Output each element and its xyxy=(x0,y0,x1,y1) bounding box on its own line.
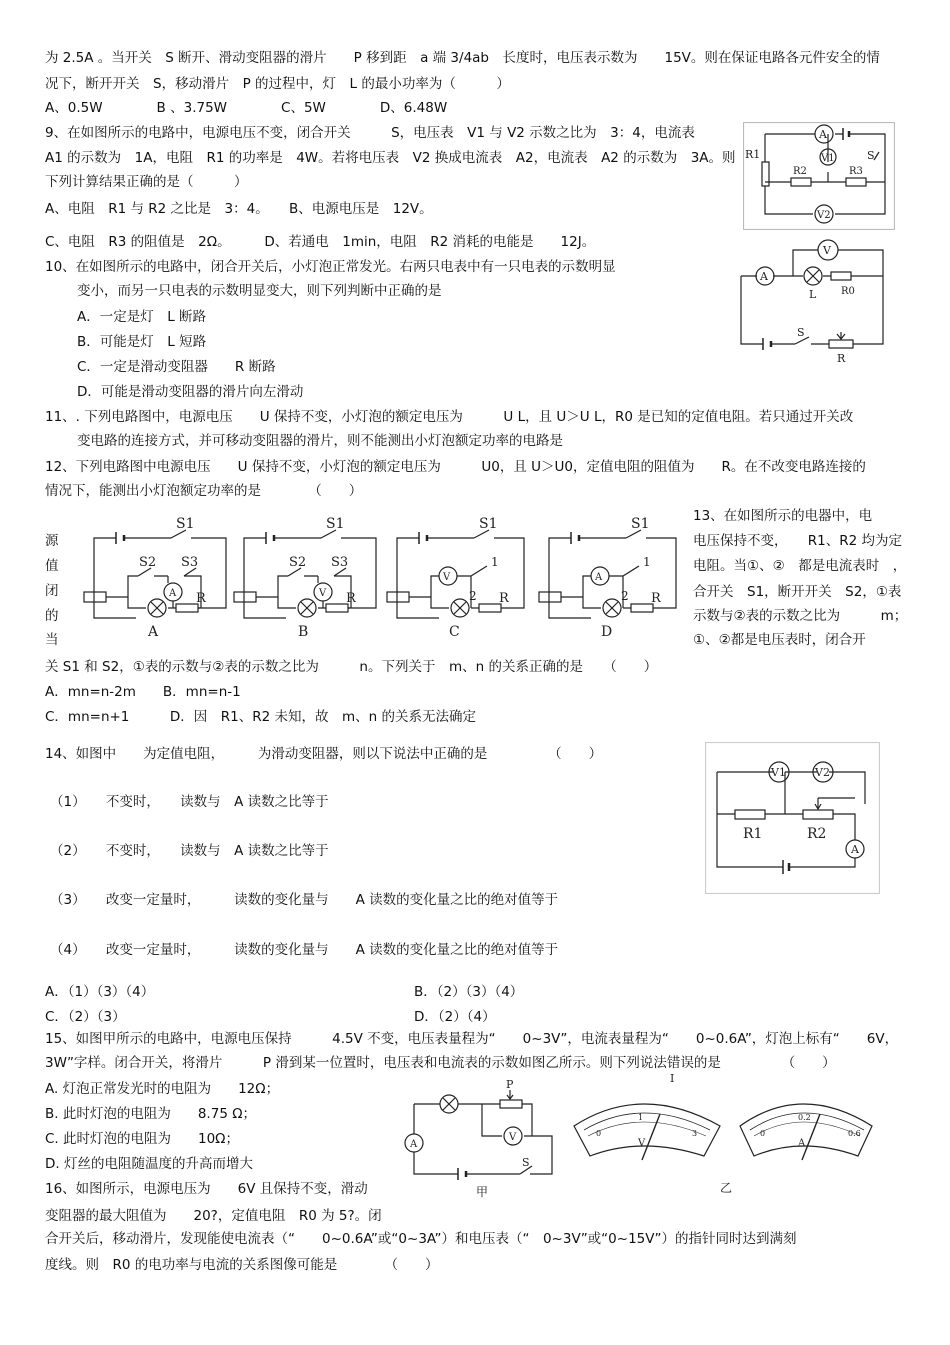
option-line: A．（1）（3）（4） xyxy=(45,984,155,1000)
question-9: 9、在如图所示的电路中，电源电压不变，闭合开关 S，电压表 V1 与 V2 示数之比为 3：4，电流表 xyxy=(45,125,695,141)
voltmeter-label: V1 xyxy=(771,766,786,779)
svg-text:R: R xyxy=(196,591,206,606)
svg-text:A: A xyxy=(169,588,177,599)
svg-text:S3: S3 xyxy=(181,555,199,570)
question-14: 14、如图中 为定值电阻， 为滑动变阻器，则以下说法中正确的是 （ ） xyxy=(45,746,603,762)
side-char: 的 xyxy=(45,608,59,624)
option-label: B xyxy=(298,624,309,640)
voltmeter-label: V2 xyxy=(815,766,830,779)
text-line: 关 S1 和 S2，①表的示数与②表的示数之比为 n。下列关于 m、n 的关系正确的是 （ ） xyxy=(45,659,658,675)
text-line: 合开关后，移动滑片，发现能使电流表（“ 0~0.6A”或“0~3A”）和电压表（“ 0~3V”或“0~15V”）的指针同时达到满刻 xyxy=(45,1231,797,1247)
svg-text:R: R xyxy=(651,591,661,606)
ammeter-label: A xyxy=(851,843,859,856)
option-line: A、电阻 R1 与 R2 之比是 3：4。 B、电源电压是 12V。 xyxy=(45,201,433,217)
svg-text:1: 1 xyxy=(643,555,651,569)
circuit-C xyxy=(387,516,524,640)
svg-text:1: 1 xyxy=(491,555,499,569)
svg-text:S3: S3 xyxy=(331,555,349,570)
circuit-A xyxy=(84,516,226,640)
question-11: 11、. 下列电路图中，电源电压 U 保持不变，小灯泡的额定电压为 U L，且 U＞U L，R0 是已知的定值电阻。若只通过开关改 xyxy=(45,409,854,425)
svg-text:S1: S1 xyxy=(326,516,345,532)
statement-line: （4） 改变一定量时， 读数的变化量与 A 读数的变化量之比的绝对值等于 xyxy=(50,942,559,958)
text-line: 为 2.5A 。当开关 S 断开、滑动变阻器的滑片 P 移到距 a 端 3/4ab 长度时，电压表示数为 15V。则在保证电路各元件安全的情 xyxy=(45,50,880,66)
option-line: C、电阻 R3 的阻值是 2Ω。 D、若通电 1min，电阻 R2 消耗的电能是 12J。 xyxy=(45,234,596,250)
option-line: D．可能是滑动变阻器的滑片向左滑动 xyxy=(77,384,304,400)
figure-label: 甲 xyxy=(476,1185,489,1199)
voltmeter-label: V1 xyxy=(821,153,835,164)
svg-text:R: R xyxy=(346,591,356,606)
option-label: D xyxy=(601,624,613,640)
svg-text:S2: S2 xyxy=(289,555,307,570)
statement-line: （1） 不变时， 读数与 A 读数之比等于 xyxy=(50,794,329,810)
rheostat-label: R xyxy=(837,352,846,365)
question-15: 15、如图甲所示的电路中，电源电压保持 4.5V 不变，电压表量程为“ 0~3V”，电流表量程为“ 0~0.6A”，灯泡上标有“ 6V， xyxy=(45,1031,899,1047)
ammeter-label: A xyxy=(410,1139,418,1150)
option-line: A. 灯泡正常发光时的电阻为 12Ω； xyxy=(45,1081,280,1097)
text-line: 变电路的连接方式，并可移动变阻器的滑片，则不能测出小灯泡额定功率的电路是 xyxy=(77,433,563,449)
option-line: B. 此时灯泡的电阻为 8.75 Ω； xyxy=(45,1106,257,1122)
svg-text:V: V xyxy=(443,572,451,583)
circuit-B xyxy=(234,516,376,640)
text-line: 变阻器的最大阻值为 20?，定值电阻 R0 为 5?。闭 xyxy=(45,1208,382,1224)
svg-text:3: 3 xyxy=(692,1129,698,1138)
text-line: 3W”字样。闭合开关，将滑片 P 滑到某一位置时，电压表和电流表的示数如图乙所示。则下列说法错误的是 （ ） xyxy=(45,1055,836,1071)
option-line: D．（2）（4） xyxy=(414,1009,496,1025)
text-line: A1 的示数为 1A，电阻 R1 的功率是 4W。若将电压表 V2 换成电流表 A2，电流表 A2 的示数为 3A。则 xyxy=(45,150,736,166)
option-line: C．一定是滑动变阻器 R 断路 xyxy=(77,359,276,375)
switch-label: S xyxy=(867,149,875,162)
circuit-jia xyxy=(405,1078,552,1199)
circuit-and-meters-q15 xyxy=(402,1074,878,1204)
svg-text:0.2: 0.2 xyxy=(798,1113,811,1122)
ammeter-label: A xyxy=(760,270,768,283)
option-line: B．可能是灯 L 短路 xyxy=(77,334,207,350)
option-line: A．一定是灯 L 断路 xyxy=(77,309,207,325)
text-line: 示数与②表的示数之比为 m； xyxy=(693,608,908,624)
text-line: 度线。则 R0 的电功率与电流的关系图像可能是 （ ） xyxy=(45,1257,439,1273)
svg-text:S1: S1 xyxy=(176,516,195,532)
circuit-diagram-q14 xyxy=(705,742,880,894)
text-line: 合开关 S1，断开开关 S2，①表 xyxy=(693,584,902,600)
lamp-label: L xyxy=(809,288,817,301)
voltmeter-label: V2 xyxy=(817,210,831,221)
resistor-label: R2 xyxy=(793,166,807,177)
circuit-diagram-q9 xyxy=(743,122,895,230)
statement-line: （2） 不变时， 读数与 A 读数之比等于 xyxy=(50,843,329,859)
resistor-label: R3 xyxy=(849,166,863,177)
slider-label: P xyxy=(506,1078,514,1091)
question-16: 16、如图所示，电源电压为 6V 且保持不变，滑动 xyxy=(45,1181,368,1197)
svg-text:0: 0 xyxy=(596,1129,602,1138)
svg-text:2: 2 xyxy=(621,589,629,603)
circuit-diagram-q10 xyxy=(733,236,893,366)
svg-text:S1: S1 xyxy=(479,516,498,532)
resistor-label: R0 xyxy=(841,286,855,297)
svg-text:S1: S1 xyxy=(631,516,650,532)
voltmeter-label: V xyxy=(823,244,831,257)
svg-text:V: V xyxy=(319,588,327,599)
question-13: 13、在如图所示的电器中，电 xyxy=(693,508,873,524)
side-char: 当 xyxy=(45,632,59,648)
side-char: 值 xyxy=(45,558,59,574)
question-10: 10、在如图所示的电路中，闭合开关后，小灯泡正常发光。右两只电表中有一只电表的示数明显 xyxy=(45,259,616,275)
text-line: 下列计算结果正确的是（ ） xyxy=(45,174,248,190)
option-label: A xyxy=(148,624,159,640)
svg-text:0.6: 0.6 xyxy=(848,1129,861,1138)
question-12: 12、下列电路图中电源电压 U 保持不变，小灯泡的额定电压为 U0，且 U＞U0，定值电阻的阻值为 R。在不改变电路连接的 xyxy=(45,459,866,475)
svg-text:A: A xyxy=(595,572,603,583)
voltmeter-label: V xyxy=(509,1132,517,1143)
side-char: 闭 xyxy=(45,583,59,599)
text-line: 电压保持不变， R1、R2 均为定 xyxy=(693,533,902,549)
option-line: A．mn=n-2m B．mn=n-1 xyxy=(45,684,241,700)
text-line: 电阻。当①、② 都是电流表时 ， xyxy=(693,558,907,574)
svg-text:1: 1 xyxy=(638,1113,644,1122)
svg-text:2: 2 xyxy=(469,589,477,603)
option-line: C．mn=n+1 D．因 R1、R2 未知，故 m、n 的关系无法确定 xyxy=(45,709,477,725)
statement-line: （3） 改变一定量时， 读数的变化量与 A 读数的变化量之比的绝对值等于 xyxy=(50,892,559,908)
option-label: C xyxy=(449,624,460,640)
ammeter-label: A xyxy=(819,128,827,141)
switch-label: S xyxy=(797,326,805,339)
circuit-D xyxy=(539,516,676,640)
mark-label: I xyxy=(670,1074,675,1085)
option-line: C. 此时灯泡的电阻为 10Ω； xyxy=(45,1131,240,1147)
figure-label: 乙 xyxy=(720,1181,733,1195)
resistor-label: R1 xyxy=(743,826,763,842)
svg-text:0: 0 xyxy=(760,1129,766,1138)
option-line: B．（2）（3）（4） xyxy=(414,984,524,1000)
resistor-label: R1 xyxy=(745,148,761,161)
text-line: 况下，断开开关 S，移动滑片 P 的过程中，灯 L 的最小功率为（ ） xyxy=(45,76,510,92)
option-line: C．（2）（3） xyxy=(45,1009,126,1025)
meter-unit: A xyxy=(798,1138,806,1149)
option-line: D. 灯丝的电阻随温度的升高而增大 xyxy=(45,1156,253,1172)
text-line: 变小，而另一只电表的示数明显变大，则下列判断中正确的是 xyxy=(77,283,442,299)
text-line: ①、②都是电压表时，闭合开 xyxy=(693,632,866,648)
side-char: 源 xyxy=(45,533,59,549)
resistor-label: R2 xyxy=(807,826,827,842)
svg-text:R: R xyxy=(499,591,509,606)
ammeter-dial xyxy=(720,1104,872,1195)
meter-unit: V xyxy=(638,1138,646,1149)
text-line: A、0.5W B 、3.75W C、5W D、6.48W xyxy=(45,100,448,116)
voltmeter-dial xyxy=(574,1074,720,1160)
svg-text:S2: S2 xyxy=(139,555,157,570)
circuit-diagrams-q12 xyxy=(76,508,686,643)
switch-label: S xyxy=(522,1156,530,1169)
text-line: 情况下，能测出小灯泡额定功率的是 （ ） xyxy=(45,483,363,499)
